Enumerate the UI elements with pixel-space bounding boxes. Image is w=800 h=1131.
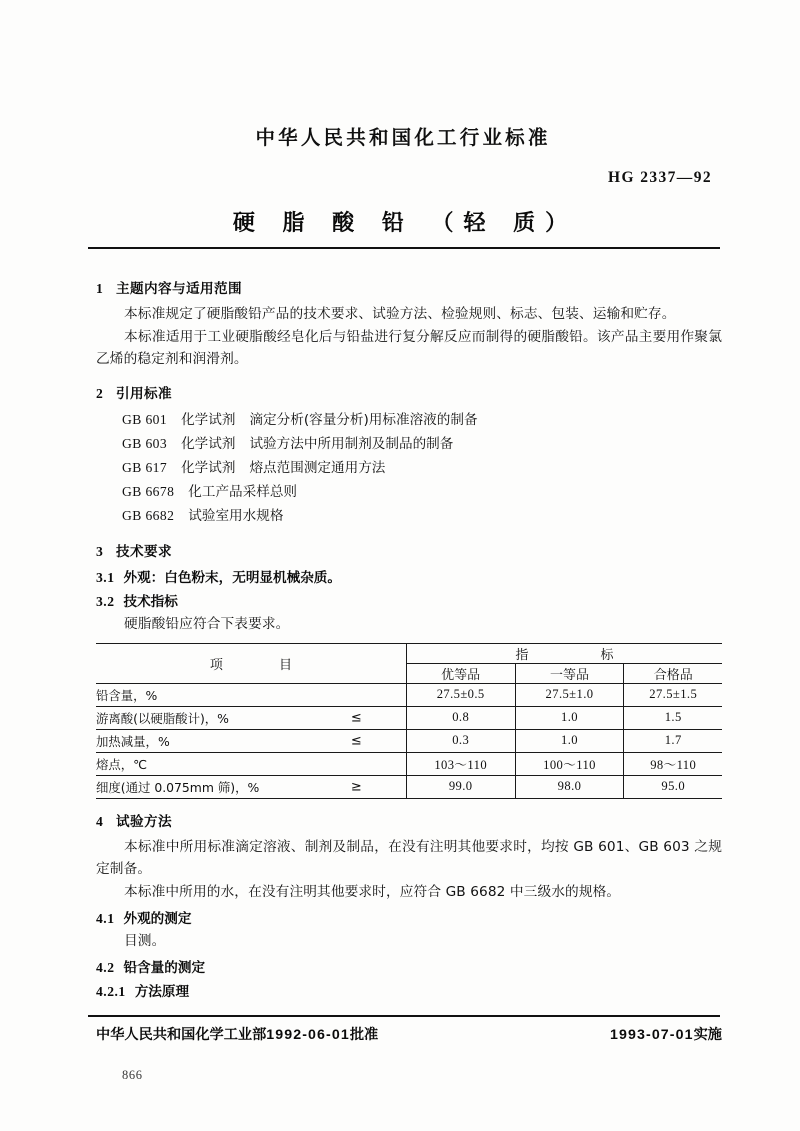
- section-heading-4: [96, 810, 722, 830]
- section-title-4: 试验方法: [116, 813, 172, 830]
- document-body: [96, 266, 722, 1003]
- cell-value: 1.0: [515, 729, 624, 752]
- subsection-title-4-2: 铅含量的测定: [123, 960, 206, 977]
- cell-value: 99.0: [406, 775, 515, 798]
- row-label-text: 加热减量，%: [96, 733, 170, 749]
- reference-name: 试验室用水规格: [188, 508, 284, 525]
- column-header-item: 项 目: [96, 643, 406, 683]
- reference-code: GB 617: [122, 459, 168, 475]
- row-label-text: 细度(通过 0.075mm 筛)，%: [96, 779, 260, 795]
- document-header: [0, 122, 800, 237]
- row-label: [96, 729, 406, 752]
- approval-suffix: 批准: [349, 1027, 379, 1043]
- reference-name: 化工产品采样总则: [188, 484, 298, 501]
- reference-kind: 化学试剂: [181, 459, 236, 476]
- subsection-number-4-2: 4.2: [96, 960, 115, 976]
- section-heading-3: [96, 540, 722, 560]
- row-label: [96, 706, 406, 729]
- table-header-row-1: [96, 643, 722, 663]
- subsection-4-2: [96, 956, 722, 976]
- row-label: [96, 752, 406, 775]
- section-4-paragraph-1: 本标准中所用标准滴定溶液、制剂及制品，在没有注明其他要求时，均按 GB 601、GB 603 之规定制备。: [96, 838, 722, 877]
- subsection-4-1: [96, 907, 722, 927]
- specification-table: [96, 643, 722, 799]
- reference-code: GB 603: [122, 435, 168, 451]
- subsection-number-3-1: 3.1: [96, 569, 115, 585]
- section-1-paragraph-1: 本标准规定了硬脂酸铅产品的技术要求、试验方法、检验规则、标志、包装、运输和贮存。: [124, 306, 676, 322]
- header-divider: [88, 247, 720, 249]
- list-item: [122, 480, 722, 504]
- subsection-title-3-2: 技术指标: [123, 593, 178, 610]
- cell-value: 27.5±1.0: [515, 683, 624, 706]
- section-title-1: 主题内容与适用范围: [116, 281, 242, 297]
- row-label: [96, 683, 406, 706]
- list-item: [122, 408, 722, 432]
- section-title-2: 引用标准: [116, 385, 172, 402]
- document-title: 硬 脂 酸 铅 （轻 质）: [232, 211, 578, 236]
- reference-name: 熔点范围测定通用方法: [249, 459, 386, 476]
- reference-name: 试验方法中所用制剂及制品的制备: [249, 435, 454, 452]
- section-4-1-paragraph: 目测。: [124, 933, 166, 950]
- approval-organization: 中华人民共和国化学工业部: [96, 1027, 267, 1043]
- referenced-standards-list: [96, 408, 722, 529]
- section-number-3: 3: [96, 543, 104, 559]
- effective-suffix: 实施: [693, 1027, 722, 1043]
- effective-date: 1993-07-01: [610, 1027, 694, 1043]
- column-header-grade-qualified: 合格品: [624, 663, 722, 683]
- row-label: [96, 775, 406, 798]
- subsection-number-3-2: 3.2: [96, 593, 115, 609]
- cell-value: 27.5±1.5: [624, 683, 722, 706]
- reference-code: GB 6678: [122, 484, 175, 500]
- cell-value: 1.5: [624, 706, 722, 729]
- row-label-text: 游离酸(以硬脂酸计)，%: [96, 710, 229, 726]
- section-heading-2: [96, 382, 722, 402]
- footer-divider: [88, 1015, 720, 1017]
- table-row: [96, 683, 722, 706]
- approval-statement: [96, 1024, 378, 1044]
- subsection-title-4-2-1: 方法原理: [134, 984, 190, 1001]
- section-heading-1: [96, 277, 722, 297]
- row-label-text: 铅含量，%: [96, 687, 158, 703]
- cell-value: 98～110: [624, 752, 722, 775]
- reference-kind: 化学试剂: [181, 435, 236, 452]
- effective-statement: [610, 1024, 722, 1044]
- approval-date: 1992-06-01: [266, 1027, 350, 1043]
- table-row: [96, 752, 722, 775]
- list-item: [122, 432, 722, 456]
- document-footer: [96, 1024, 722, 1044]
- subsection-number-4-2-1: 4.2.1: [96, 984, 126, 1000]
- reference-code: GB 6682: [122, 508, 175, 524]
- reference-code: GB 601: [122, 411, 168, 427]
- section-3-2-paragraph: 硬脂酸铅应符合下表要求。: [124, 615, 290, 632]
- issuing-organization: 中华人民共和国化工行业标准: [255, 126, 551, 149]
- table-row: [96, 729, 722, 752]
- table-row: [96, 775, 722, 798]
- cell-value: 1.0: [515, 706, 624, 729]
- row-operator: ≥: [350, 779, 362, 795]
- section-number-2: 2: [96, 385, 104, 401]
- cell-value: 0.8: [406, 706, 515, 729]
- specification-table-wrapper: [96, 643, 722, 799]
- cell-value: 95.0: [624, 775, 722, 798]
- row-label-text: 熔点，℃: [96, 756, 148, 772]
- subsection-3-1: [96, 566, 722, 586]
- section-1-paragraph-2: 本标准适用于工业硬脂酸经皂化后与铅盐进行复分解反应而制得的硬脂酸铅。该产品主要用作聚氯乙烯的稳定剂和润滑剂。: [96, 329, 722, 368]
- section-4-paragraph-2: 本标准中所用的水，在没有注明其他要求时，应符合 GB 6682 中三级水的规格。: [124, 884, 621, 901]
- column-header-grade-first: 一等品: [515, 663, 624, 683]
- subsection-title-4-1: 外观的测定: [123, 911, 192, 928]
- column-header-index: 指 标: [406, 643, 722, 663]
- subsection-4-2-1: [96, 980, 722, 1000]
- column-header-grade-premium: 优等品: [406, 663, 515, 683]
- cell-value: 0.3: [406, 729, 515, 752]
- list-item: [122, 456, 722, 480]
- row-operator: ≤: [350, 710, 362, 726]
- standard-code: HG 2337—92: [608, 169, 712, 186]
- page-number: 866: [122, 1068, 143, 1082]
- list-item: [122, 504, 722, 528]
- subsection-text-3-1: 外观：白色粉末，无明显机械杂质。: [123, 569, 341, 586]
- cell-value: 27.5±0.5: [406, 683, 515, 706]
- cell-value: 100～110: [515, 752, 624, 775]
- reference-name: 滴定分析(容量分析)用标准溶液的制备: [249, 411, 478, 428]
- section-number-1: 1: [96, 281, 104, 296]
- section-number-4: 4: [96, 813, 104, 829]
- section-title-3: 技术要求: [116, 543, 172, 560]
- cell-value: 1.7: [624, 729, 722, 752]
- reference-kind: 化学试剂: [181, 411, 236, 428]
- cell-value: 98.0: [515, 775, 624, 798]
- subsection-number-4-1: 4.1: [96, 911, 115, 927]
- table-row: [96, 706, 722, 729]
- row-operator: ≤: [350, 733, 362, 749]
- cell-value: 103～110: [406, 752, 515, 775]
- subsection-3-2: [96, 590, 722, 610]
